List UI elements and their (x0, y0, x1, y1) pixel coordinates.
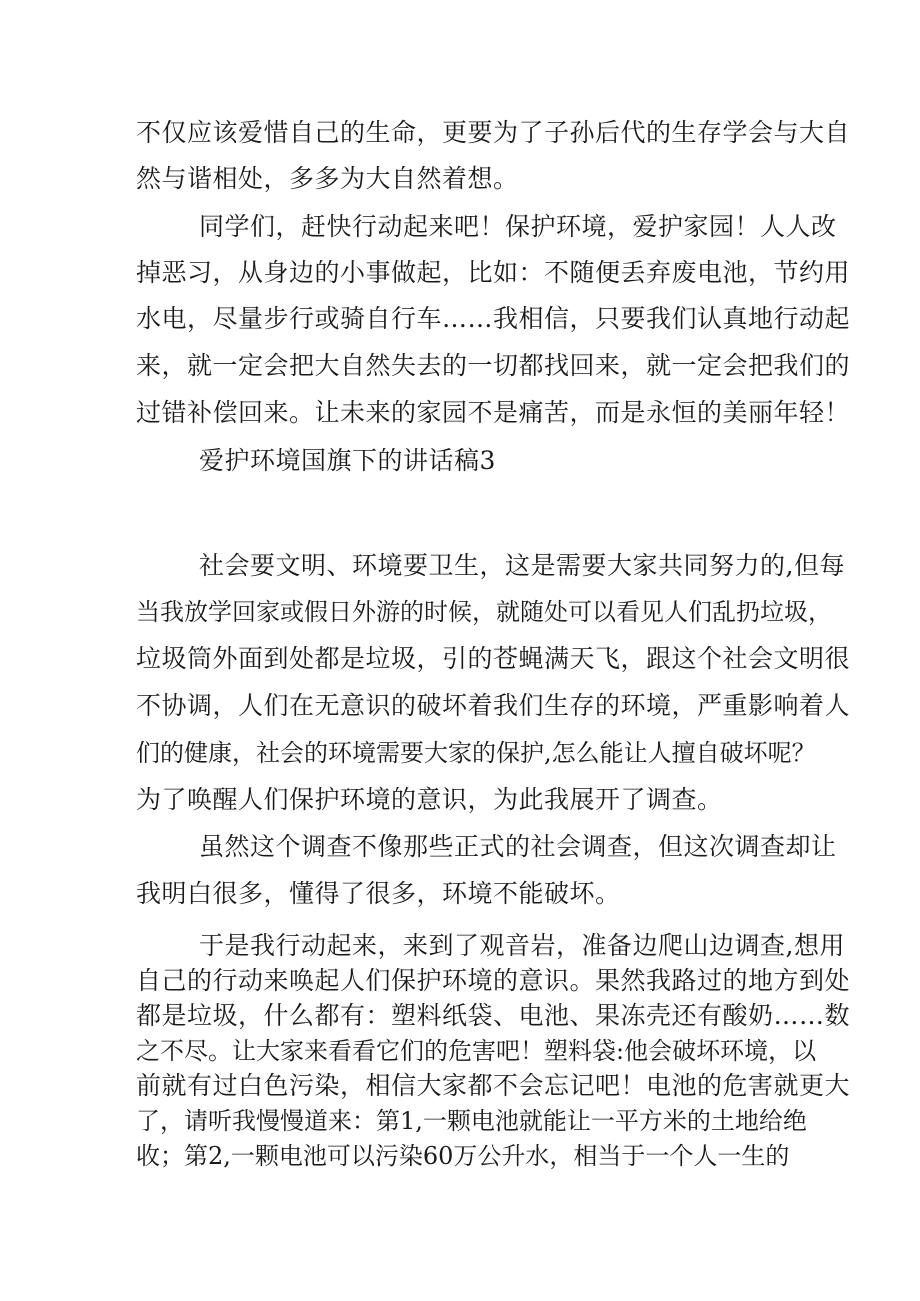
paragraph-line: 收；第2,一颗电池可以污染60万公升水，相当于一个人一生的 (136, 1142, 790, 1170)
paragraph-line: 不仅应该爱惜自己的生命，更要为了子孙后代的生存学会与大自 (136, 118, 851, 147)
paragraph-line: 同学们，赶快行动起来吧！保护环境，爱护家园！人人改 (199, 212, 837, 241)
paragraph-line: 自己的行动来唤起人们保护环境的意识。果然我路过的地方到处 (136, 966, 851, 995)
paragraph-line: 社会要文明、环境要卫生，这是需要大家共同努力的,但每 (199, 551, 845, 580)
paragraph-line: 当我放学回家或假日外游的时候，就随处可以看见人们乱扔垃圾， (136, 598, 832, 626)
paragraph-line: 为了唤醒人们保护环境的意识，为此我展开了调查。 (136, 785, 723, 814)
paragraph-line: 了，请听我慢慢道来：第1,一颗电池就能让一平方米的土地给绝 (136, 1107, 807, 1135)
paragraph-line: 前就有过白色污染，相信大家都不会忘记吧！电池的危害就更大 (136, 1071, 851, 1100)
paragraph-line: 水电，尽量步行或骑自行车……我相信，只要我们认真地行动起 (136, 304, 851, 333)
paragraph-line: 都是垃圾，什么都有：塑料纸袋、电池、果冻壳还有酸奶……数 (136, 1001, 851, 1030)
paragraph-line: 掉恶习，从身边的小事做起，比如：不随便丢弃废电池，节约用 (136, 258, 851, 287)
paragraph-line: 过错补偿回来。让未来的家园不是痛苦，而是永恒的美丽年轻！ (136, 398, 851, 427)
paragraph-line: 们的健康，社会的环境需要大家的保护,怎么能让人擅自破坏呢？ (136, 739, 816, 767)
paragraph-line: 我明白很多，懂得了很多，环境不能破坏。 (136, 879, 621, 908)
paragraph-line: 来，就一定会把大自然失去的一切都找回来，就一定会把我们的 (136, 351, 851, 380)
paragraph-line: 于是我行动起来，来到了观音岩，准备边爬山边调查,想用 (199, 931, 845, 960)
paragraph-line: 不协调，人们在无意识的破坏着我们生存的环境，严重影响着人 (136, 691, 851, 720)
section-heading: 爱护环境国旗下的讲话稿3 (199, 446, 496, 475)
paragraph-line: 垃圾筒外面到处都是垃圾，引的苍蝇满天飞，跟这个社会文明很 (136, 644, 851, 673)
paragraph-line: 虽然这个调查不像那些正式的社会调查，但这次调查却让 (199, 832, 837, 861)
paragraph-line: 然与谐相处，多多为大自然着想。 (136, 164, 519, 193)
paragraph-line: 之不尽。让大家来看看它们的危害吧！塑料袋:他会破坏环境，以 (136, 1037, 817, 1065)
